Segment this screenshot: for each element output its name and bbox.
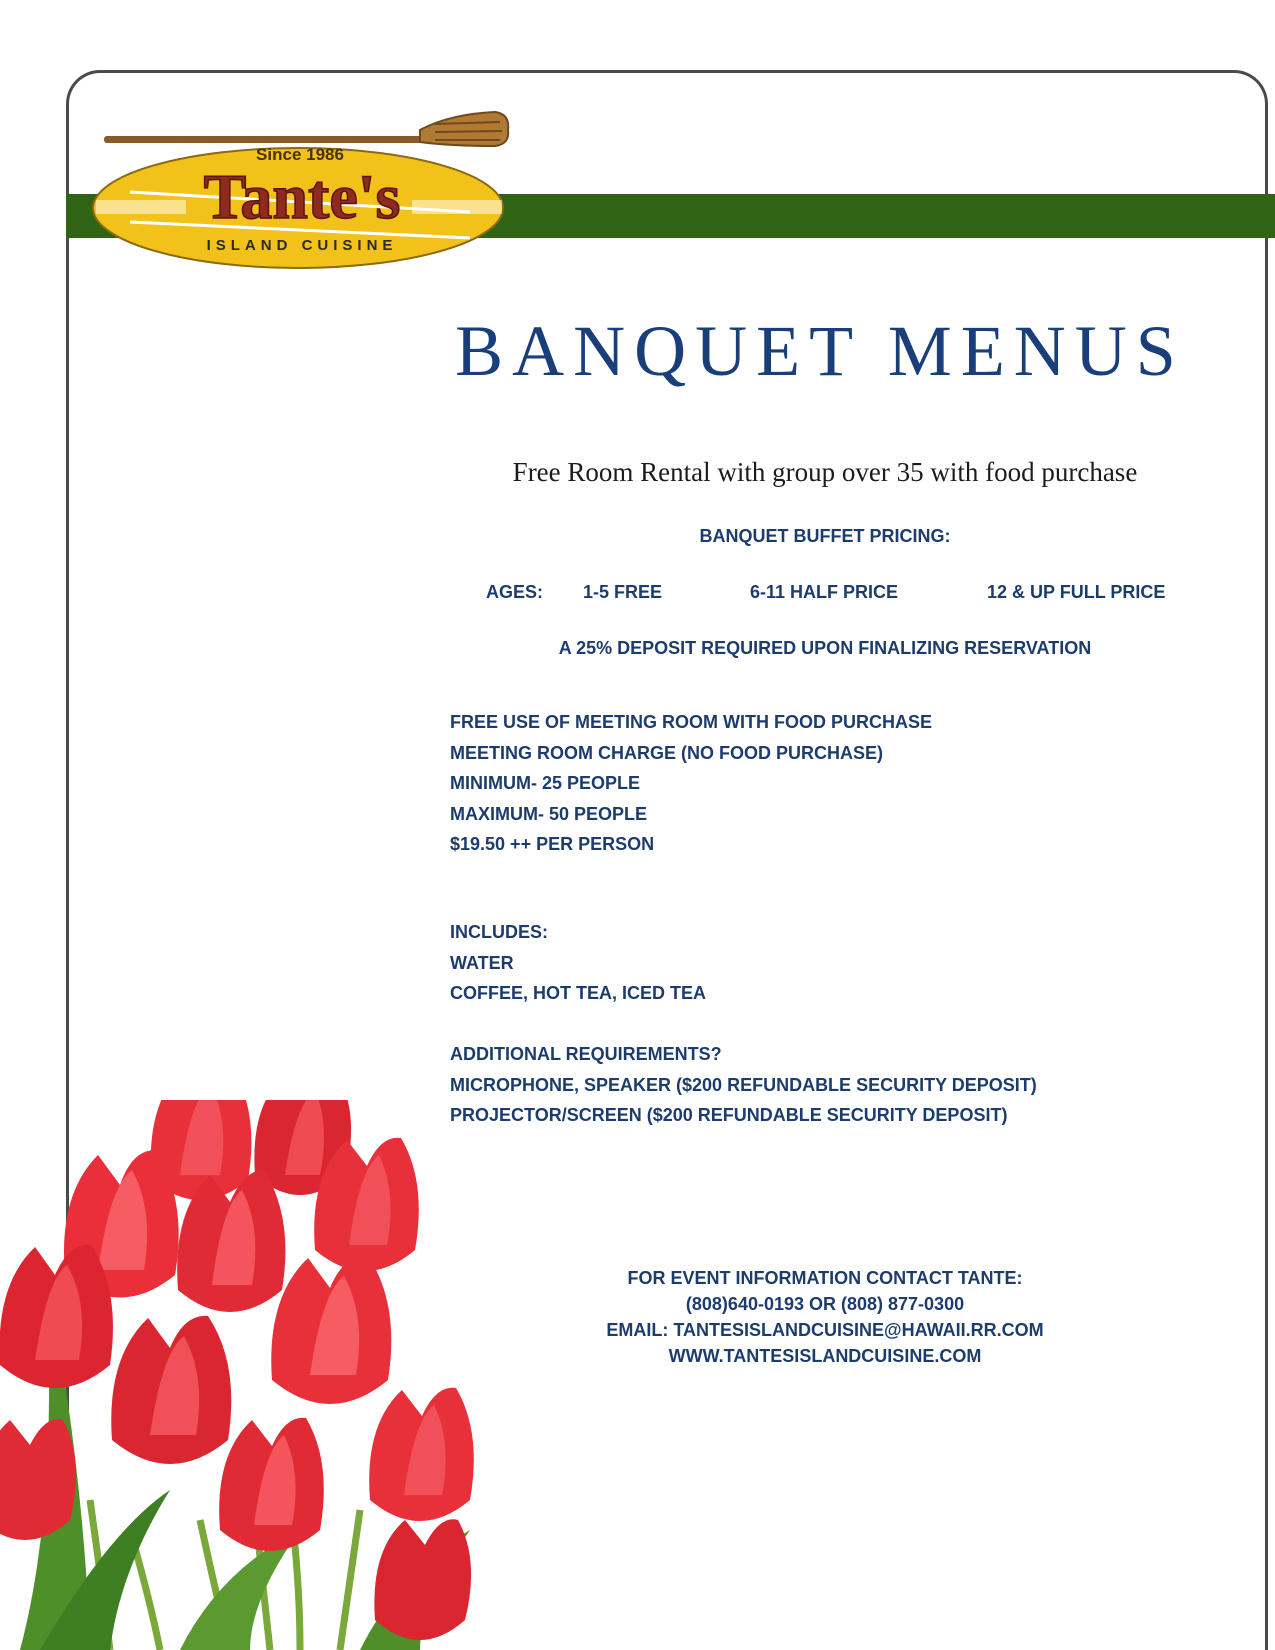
paddle-shaft xyxy=(104,136,434,143)
contact-phone: (808)640-0193 OR (808) 877-0300 xyxy=(685,1294,965,1314)
ages-tier-3: 12 & UP FULL PRICE xyxy=(987,582,1166,602)
ages-label: AGES: xyxy=(486,582,544,602)
pricing-heading: BANQUET BUFFET PRICING: xyxy=(699,526,951,546)
ages-tier-1: 1-5 FREE xyxy=(583,582,663,602)
page-title: BANQUET MENUS xyxy=(455,311,1185,391)
contact-website: WWW.TANTESISLANDCUISINE.COM xyxy=(668,1346,982,1366)
ages-tier-2: 6-11 HALF PRICE xyxy=(750,582,899,602)
additional-line: MICROPHONE, SPEAKER ($200 REFUNDABLE SECURITY DEPOSIT) xyxy=(450,1074,1037,1095)
page-subtitle: Free Room Rental with group over 35 with food purchase xyxy=(512,457,1138,487)
logo-tagline: ISLAND CUISINE xyxy=(206,237,398,254)
logo-name: Tante's xyxy=(203,161,401,232)
includes-line: INCLUDES: xyxy=(450,922,548,942)
contact-info xyxy=(440,1265,1210,1369)
additional-requirements xyxy=(450,1039,1037,1131)
deposit-note: A 25% DEPOSIT REQUIRED UPON FINALIZING RESERVATION xyxy=(558,638,1092,658)
logo-since: Since 1986 xyxy=(256,145,344,164)
additional-line: ADDITIONAL REQUIREMENTS? xyxy=(450,1044,722,1064)
room-line: MINIMUM- 25 PEOPLE xyxy=(450,773,641,793)
includes-list xyxy=(450,917,706,1009)
room-line: MAXIMUM- 50 PEOPLE xyxy=(450,803,648,824)
additional-line: PROJECTOR/SCREEN ($200 REFUNDABLE SECURITY DEPOSIT) xyxy=(450,1105,1008,1125)
room-line: MEETING ROOM CHARGE (NO FOOD PURCHASE) xyxy=(450,742,884,763)
tantes-logo xyxy=(90,100,530,280)
includes-line: WATER xyxy=(450,952,514,973)
room-details xyxy=(450,707,932,860)
contact-email: EMAIL: TANTESISLANDCUISINE@HAWAII.RR.COM xyxy=(606,1320,1044,1340)
room-line: FREE USE OF MEETING ROOM WITH FOOD PURCHASE xyxy=(450,712,933,732)
contact-heading: FOR EVENT INFORMATION CONTACT TANTE: xyxy=(627,1268,1023,1288)
includes-line: COFFEE, HOT TEA, ICED TEA xyxy=(450,983,707,1003)
room-line: $19.50 ++ PER PERSON xyxy=(450,834,655,854)
tulip-bouquet-image xyxy=(0,1100,520,1650)
